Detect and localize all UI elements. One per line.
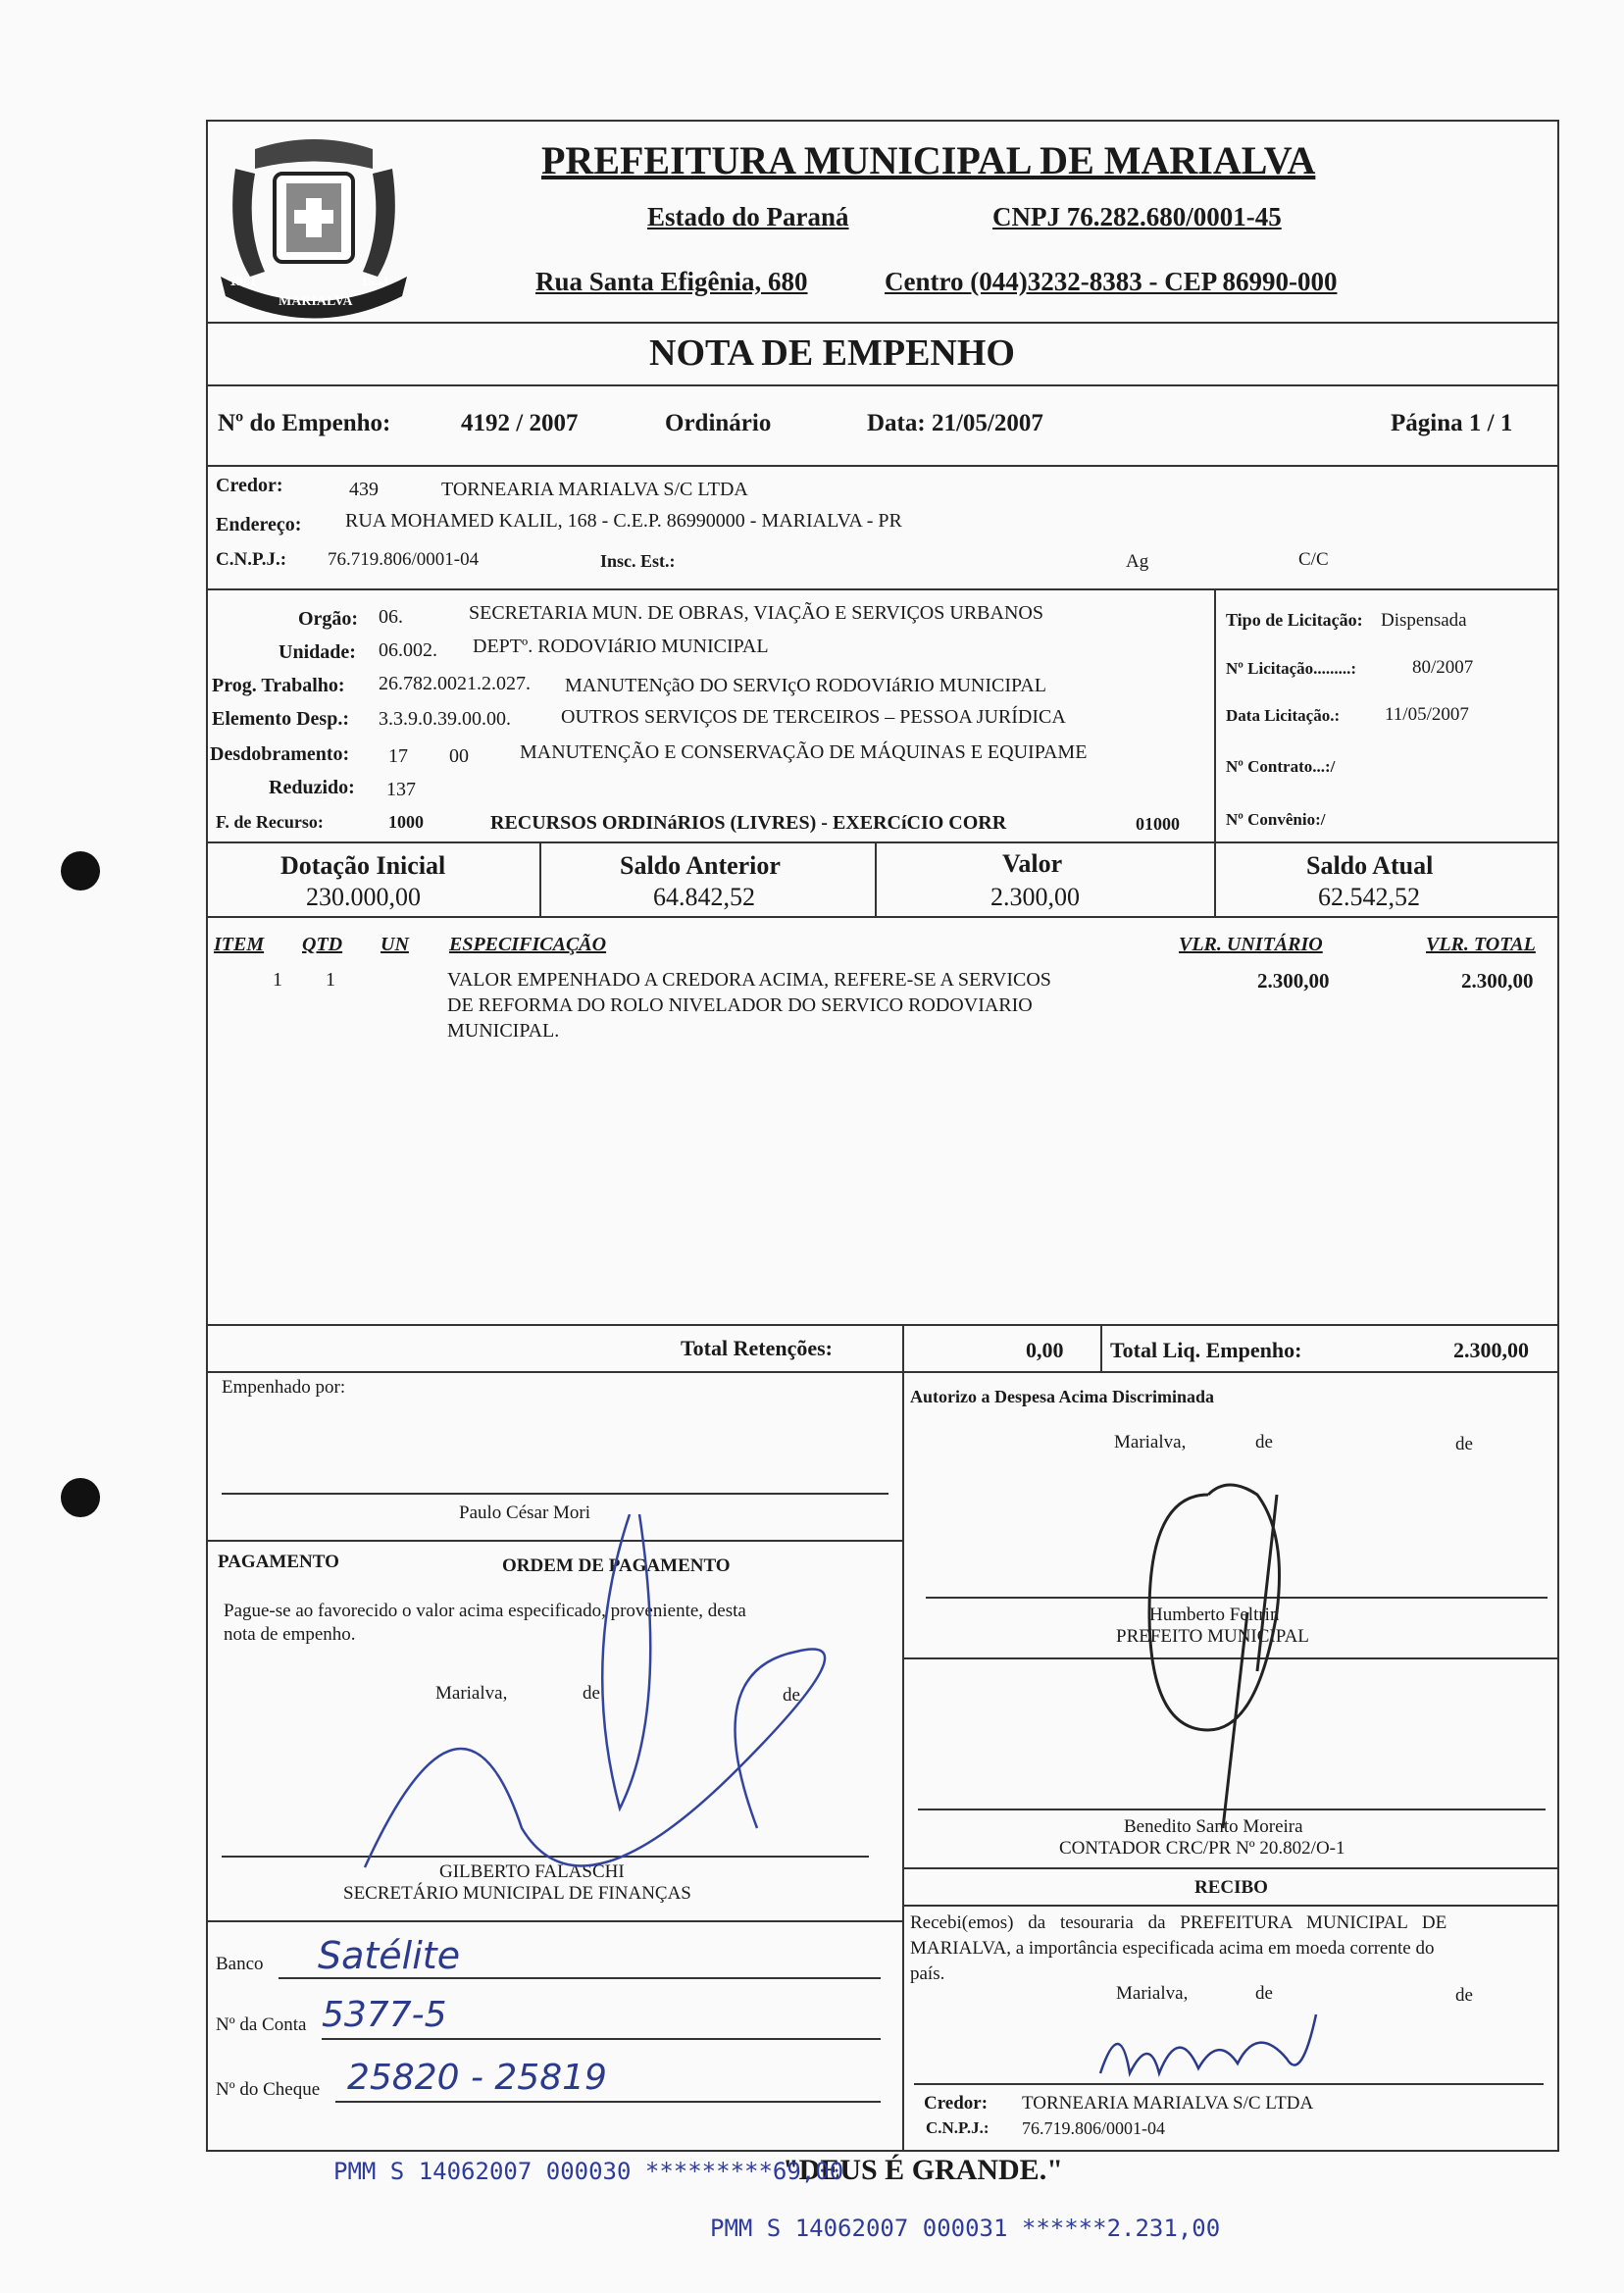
col-vlr-total: VLR. TOTAL (1426, 934, 1536, 955)
valor-value: 2.300,00 (990, 883, 1080, 911)
recibo-credor: TORNEARIA MARIALVA S/C LTDA (1022, 2093, 1314, 2114)
orgao-code: 06. (379, 606, 403, 628)
data-licitacao-label: Data Licitação.: (1226, 706, 1341, 725)
autorizo-de2: de (1455, 1434, 1473, 1454)
recibo-text-line3: país. (910, 1963, 945, 1984)
endereco: RUA MOHAMED KALIL, 168 - C.E.P. 86990000 - MARIALVA - PR (345, 510, 902, 532)
retencoes-label: Total Retenções: (681, 1336, 833, 1360)
unidade-name: DEPTº. RODOVIáRIO MUNICIPAL (473, 636, 769, 657)
cnpj-label: C.N.P.J.: (216, 549, 287, 570)
row-spec-line3: MUNICIPAL. (447, 1020, 560, 1042)
convenio-label: Nº Convênio:/ (1226, 810, 1326, 829)
recibo-text-line1: Recebi(emos) da tesouraria da PREFEITURA MUNICIPAL DE (910, 1912, 1447, 1933)
contador-signer: Benedito Santo Moreira (1124, 1816, 1303, 1837)
table-row (208, 969, 1557, 1057)
col-un: UN (381, 934, 409, 955)
data-licitacao: 11/05/2007 (1385, 704, 1469, 725)
insc-label: Insc. Est.: (600, 551, 676, 571)
reduzido-value: 137 (386, 779, 416, 800)
header-title: PREFEITURA MUNICIPAL DE MARIALVA (541, 138, 1316, 182)
empenho-type: Ordinário (665, 410, 772, 436)
contador-role: CONTADOR CRC/PR Nº 20.802/O-1 (1059, 1838, 1345, 1859)
row-item: 1 (273, 969, 282, 991)
prog-name: MANUTENçãO DO SERVIçO RODOVIáRIO MUNICIPAL (565, 675, 1046, 696)
row-spec-line2: DE REFORMA DO ROLO NIVELADOR DO SERVICO RODOVIARIO (447, 994, 1033, 1016)
ag-label: Ag (1126, 551, 1149, 572)
saldo-atual-label: Saldo Atual (1306, 851, 1434, 880)
autorizo-signer: Humberto Feltrin (1149, 1605, 1280, 1625)
stamp-line-2: PMM S 14062007 000031 ******2.231,00 (710, 2215, 1221, 2242)
credor-cnpj: 76.719.806/0001-04 (328, 549, 480, 570)
banco-label: Banco (216, 1954, 264, 1974)
contrato-label: Nº Contrato...:/ (1226, 757, 1336, 776)
orgao-label: Orgão: (298, 608, 359, 630)
secretario-signature (345, 1514, 894, 1926)
recurso-name: RECURSOS ORDINáRIOS (LIVRES) - EXERCíCIO CORR (490, 812, 1007, 834)
col-vlr-unitario: VLR. UNITÁRIO (1179, 934, 1323, 955)
municipal-seal (216, 129, 412, 326)
orgao-name: SECRETARIA MUN. DE OBRAS, VIAÇÃO E SERVIÇOS URBANOS (469, 602, 1043, 624)
col-qtd: QTD (302, 934, 343, 955)
liq-label: Total Liq. Empenho: (1110, 1338, 1302, 1362)
recibo-cnpj-label: C.N.P.J.: (926, 2118, 990, 2137)
recibo-de2: de (1455, 1985, 1473, 2006)
desdobramento-code2: 00 (449, 745, 469, 767)
tipo-licitacao-label: Tipo de Licitação: (1226, 610, 1363, 630)
col-item: ITEM (214, 934, 265, 955)
autorizo-label: Autorizo a Despesa Acima Discriminada (910, 1387, 1214, 1406)
row-qtd: 1 (326, 969, 335, 991)
pagamento-text-line1: Pague-se ao favorecido o valor acima especificado, proveniente, desta (224, 1601, 746, 1621)
empenho-date: Data: 21/05/2007 (867, 410, 1043, 436)
recibo-text-line2: MARIALVA, a importância especificada acima em moeda corrente do (910, 1938, 1435, 1959)
cheque-label: Nº do Cheque (216, 2079, 321, 2100)
credor-label: Credor: (216, 475, 283, 496)
seal-name: MARIALVA (279, 294, 353, 309)
empenhado-label: Empenhado por: (222, 1377, 346, 1398)
recibo-de1: de (1255, 1983, 1273, 2004)
pagamento-place: Marialva, (435, 1683, 508, 1704)
elemento-name: OUTROS SERVIÇOS DE TERCEIROS – PESSOA JURÍDICA (561, 706, 1066, 728)
banco-value: Satélite (318, 1934, 461, 1977)
empenho-number: 4192 / 2007 (461, 410, 579, 436)
prog-label: Prog. Trabalho: (212, 675, 345, 696)
ordem-pagamento-label: ORDEM DE PAGAMENTO (502, 1555, 731, 1576)
dotacao-label: Dotação Inicial (280, 851, 446, 880)
empenhado-signer: Paulo César Mori (459, 1503, 591, 1523)
saldo-atual-value: 62.542,52 (1318, 883, 1420, 911)
conta-label: Nº da Conta (216, 2014, 307, 2035)
empenho-form (206, 120, 1559, 2152)
elemento-label: Elemento Desp.: (212, 708, 349, 730)
numero-licitacao: 80/2007 (1412, 657, 1474, 678)
punch-hole-top (61, 851, 100, 891)
pagamento-label: PAGAMENTO (218, 1552, 339, 1572)
tipo-licitacao: Dispensada (1381, 610, 1467, 631)
pagamento-signer: GILBERTO FALASCHI (439, 1861, 625, 1882)
header-cnpj: CNPJ 76.282.680/0001-45 (992, 202, 1282, 231)
recibo-cnpj: 76.719.806/0001-04 (1022, 2118, 1165, 2138)
header-state: Estado do Paraná (647, 202, 849, 231)
elemento-code: 3.3.9.0.39.00.00. (379, 708, 511, 730)
recibo-label: RECIBO (1194, 1877, 1268, 1898)
autorizo-de1: de (1255, 1432, 1273, 1452)
page-number: Página 1 / 1 (1391, 410, 1513, 436)
prog-code: 26.782.0021.2.027. (379, 673, 531, 694)
desdobramento-name: MANUTENÇÃO E CONSERVAÇÃO DE MÁQUINAS E EQUIPAME (520, 741, 1088, 763)
unidade-code: 06.002. (379, 639, 437, 661)
desdobramento-label: Desdobramento: (210, 743, 350, 765)
header-district: Centro (044)3232-8383 - CEP 86990-000 (885, 267, 1338, 296)
numero-licitacao-label: Nº Licitação.........: (1226, 659, 1357, 678)
pagamento-text-line2: nota de empenho. (224, 1624, 356, 1645)
dotacao-value: 230.000,00 (306, 883, 421, 911)
seal-year-right: 1953 (361, 275, 388, 289)
row-total-price: 2.300,00 (1461, 969, 1534, 993)
cc-label: C/C (1298, 549, 1329, 570)
punch-hole-bottom (61, 1478, 100, 1517)
saldo-anterior-value: 64.842,52 (653, 883, 755, 911)
row-spec-line1: VALOR EMPENHADO A CREDORA ACIMA, REFERE-SE A SERVICOS (447, 969, 1051, 991)
stamp-line-1: PMM S 14062007 000030 *********69,00 (333, 2158, 844, 2185)
recibo-place: Marialva, (1116, 1983, 1189, 2004)
pagamento-de2: de (783, 1685, 800, 1706)
header-address: Rua Santa Efigênia, 680 (535, 267, 808, 296)
document-title: NOTA DE EMPENHO (649, 332, 1015, 374)
col-especificacao: ESPECIFICAÇÃO (449, 934, 607, 955)
credor-code: 439 (349, 479, 379, 500)
endereco-label: Endereço: (216, 514, 302, 535)
valor-label: Valor (1002, 849, 1063, 878)
recibo-credor-label: Credor: (924, 2093, 989, 2114)
cheque-value: 25820 - 25819 (347, 2058, 607, 2098)
retencoes-value: 0,00 (1026, 1338, 1064, 1362)
recurso-code: 1000 (388, 812, 424, 832)
footer-motto: "DEUS É GRANDE." (783, 2154, 1063, 2186)
empenho-number-label: Nº do Empenho: (218, 410, 391, 436)
credor-signature (1091, 2005, 1326, 2093)
conta-value: 5377-5 (322, 1995, 447, 2035)
recurso-label: F. de Recurso: (216, 812, 324, 832)
saldo-anterior-label: Saldo Anterior (620, 851, 781, 880)
unidade-label: Unidade: (279, 641, 356, 663)
pagamento-de1: de (583, 1683, 600, 1704)
pagamento-signer-role: SECRETÁRIO MUNICIPAL DE FINANÇAS (343, 1883, 691, 1904)
desdobramento-code1: 17 (388, 745, 408, 767)
prefeito-signature (1130, 1475, 1326, 1848)
row-unit-price: 2.300,00 (1257, 969, 1330, 993)
reduzido-label: Reduzido: (269, 777, 355, 798)
credor-name: TORNEARIA MARIALVA S/C LTDA (441, 479, 748, 500)
seal-year-left: 1951 (229, 275, 257, 289)
autorizo-signer-role: PREFEITO MUNICIPAL (1116, 1626, 1309, 1647)
liq-value: 2.300,00 (1453, 1338, 1529, 1362)
recurso-code2: 01000 (1136, 814, 1180, 834)
autorizo-place: Marialva, (1114, 1432, 1187, 1452)
